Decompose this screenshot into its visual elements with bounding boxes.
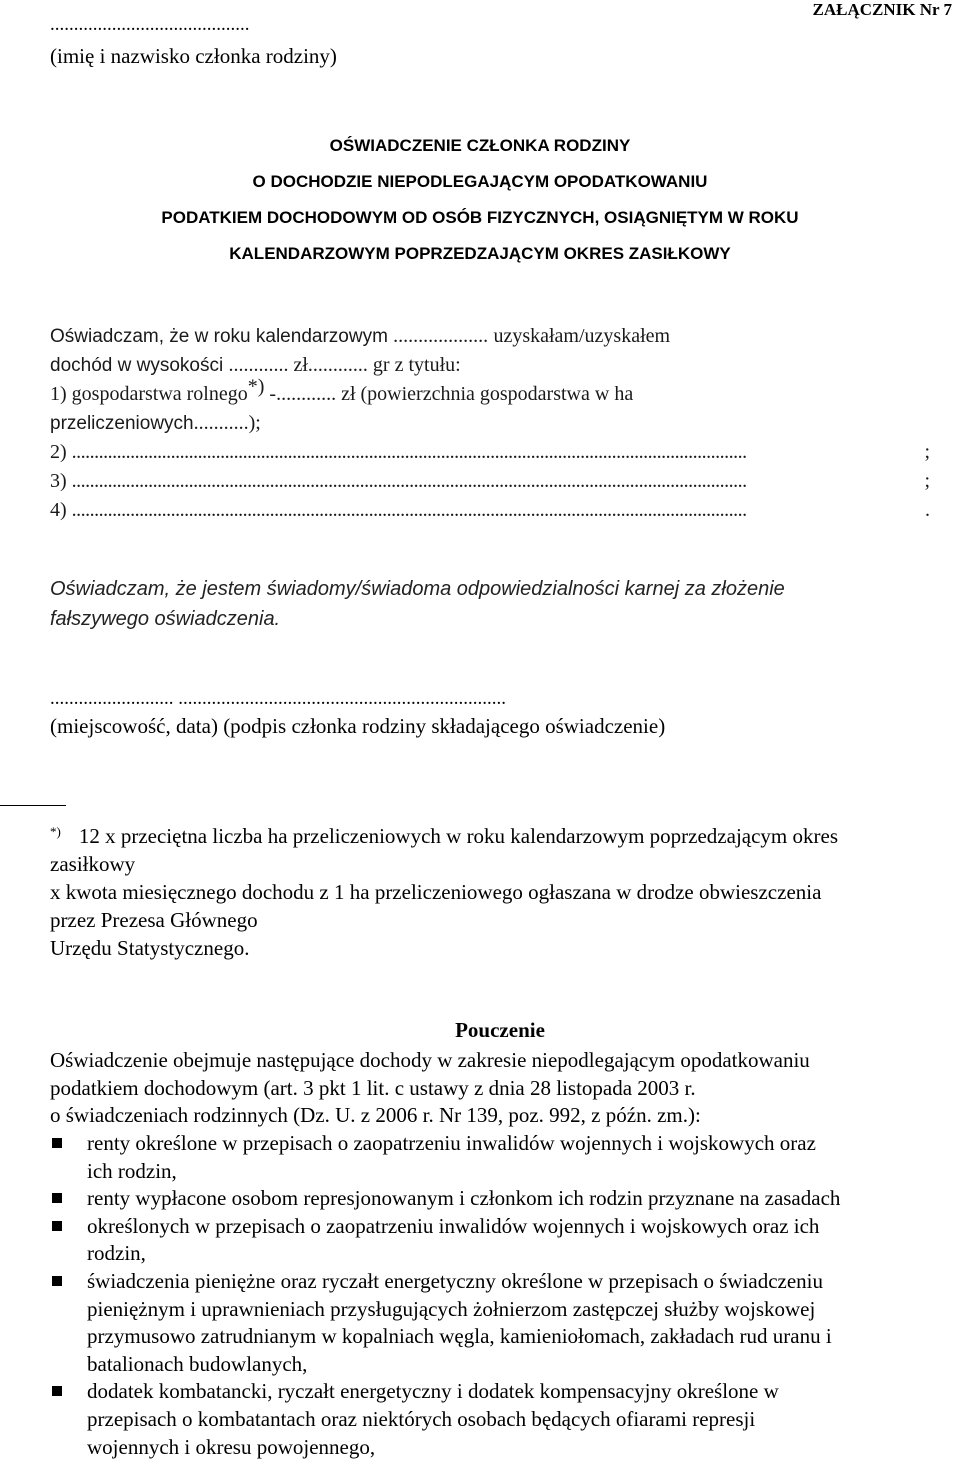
text: 1) gospodarstwa rolnego — [50, 383, 248, 405]
text: 12 x przeciętna liczba ha przeliczeniowych w roku kalendarzowym poprzedzającym okres — [78, 824, 838, 848]
text: przeliczeniowych — [50, 413, 194, 434]
list-item — [50, 1185, 955, 1213]
list-item-line: renty wypłacone osobom represjonowanym i członkom ich rodzin przyznane na zasadach — [87, 1186, 841, 1211]
fill-dots: ............ zł (powierzchnia gospodarstwa w ha — [276, 383, 634, 405]
text: ; — [924, 441, 930, 463]
pouczenie-line: Oświadczenie obejmuje następujące dochody w zakresie niepodlegającym opodatkowaniu — [50, 1048, 810, 1072]
footnote-line — [50, 822, 960, 850]
text: dochód w wysokości — [50, 355, 224, 376]
income-list — [50, 1130, 955, 1461]
pouczenie-intro — [50, 1047, 955, 1130]
item-number: 4) — [50, 499, 67, 521]
pouczenie-line: o świadczeniach rodzinnych (Dz. U. z 2006 r. Nr 139, poz. 992, z późn. zm.): — [50, 1103, 701, 1127]
square-bullet-icon — [52, 1386, 62, 1396]
fill-dots: ...................................................................................................................................................... — [71, 470, 747, 492]
text: Oświadczam, że w roku kalendarzowym — [50, 326, 388, 347]
square-bullet-icon — [52, 1276, 62, 1286]
footnote-line: x kwota miesięcznego dochodu z 1 ha przeliczeniowego ogłaszana w drodze obwieszczenia — [50, 880, 822, 904]
fill-dots: ...................................................................................................................................................... — [71, 441, 747, 463]
list-item-line: przymusowo zatrudnianym w kopalniach węgla, kamieniołomach, zakładach rud uranu i — [87, 1324, 832, 1349]
list-item-line: pieniężnym i uprawnieniach przysługujących żołnierzom zastępczej służby wojskowej — [87, 1296, 816, 1321]
title-line: KALENDARZOWYM POPRZEDZAJĄCYM OKRES ZASIŁKOWY — [229, 244, 731, 263]
title-line: O DOCHODZIE NIEPODLEGAJĄCYM OPODATKOWANIU — [252, 172, 708, 191]
list-item-line: ich rodzin, — [87, 1158, 177, 1183]
document-title — [0, 128, 960, 272]
declaration-line — [50, 351, 930, 380]
square-bullet-icon — [52, 1138, 62, 1148]
liability-line: Oświadczam, że jestem świadomy/świadoma odpowiedzialności karnej za złożenie — [50, 578, 785, 600]
item-number: 2) — [50, 441, 67, 463]
fill-dots: ................... — [393, 325, 489, 347]
square-bullet-icon — [52, 1193, 62, 1203]
declaration-line — [50, 375, 930, 409]
declaration-line — [50, 322, 930, 351]
list-item-line: batalionach budowlanych, — [87, 1351, 308, 1376]
footnote-separator — [0, 805, 66, 806]
list-item-line: rodzin, — [87, 1241, 146, 1266]
income-declaration — [50, 322, 930, 525]
text: uzyskałam/uzyskałem — [493, 325, 671, 347]
footnote-line: Urzędu Statystycznego. — [50, 936, 250, 960]
list-item — [50, 1130, 955, 1185]
name-field-label: (imię i nazwisko członka rodziny) — [50, 44, 337, 68]
fill-dots: ...........); — [193, 412, 261, 434]
signature-dots: .......................... ..................................................................... — [50, 688, 506, 709]
text: - — [264, 383, 277, 405]
declaration-line — [50, 438, 930, 467]
name-dots-line: .......................................... — [50, 14, 250, 35]
list-item — [50, 1213, 955, 1268]
footnote-ref: *) — [247, 375, 265, 398]
pouczenie-heading: Pouczenie — [455, 1018, 545, 1042]
footnote-line: zasiłkowy — [50, 852, 136, 876]
square-bullet-icon — [52, 1221, 62, 1231]
footnote — [50, 822, 960, 962]
liability-line: fałszywego oświadczenia. — [50, 608, 281, 630]
list-item-line: przepisach o kombatantach oraz niektórych osobach będących ofiarami represji — [87, 1406, 756, 1431]
text: ; — [924, 470, 930, 492]
item-number: 3) — [50, 470, 67, 492]
list-item-line: dodatek kombatancki, ryczałt energetyczny i dodatek kompensacyjny określone w — [87, 1379, 779, 1404]
fill-dots: ...................................................................................................................................................... — [71, 499, 747, 521]
list-item-line: określonych w przepisach o zaopatrzeniu inwalidów wojennych i wojskowych oraz ich — [87, 1213, 820, 1238]
fill-dots: ............ zł............ gr z tytułu: — [228, 354, 461, 376]
title-line: OŚWIADCZENIE CZŁONKA RODZINY — [329, 136, 631, 155]
list-item — [50, 1268, 955, 1378]
footnote-line: przez Prezesa Głównego — [50, 908, 258, 932]
text: . — [925, 499, 930, 521]
list-item-line: renty określone w przepisach o zaopatrzeniu inwalidów wojennych i wojskowych oraz — [87, 1131, 816, 1155]
pouczenie-line: podatkiem dochodowym (art. 3 pkt 1 lit. c ustawy z dnia 28 listopada 2003 r. — [50, 1075, 696, 1100]
declaration-line — [50, 409, 930, 438]
liability-statement — [50, 574, 930, 634]
declaration-line — [50, 467, 930, 496]
list-item — [50, 1378, 955, 1461]
signature-labels: (miejscowość, data) (podpis członka rodziny składającego oświadczenie) — [50, 714, 666, 738]
footnote-mark: *) — [50, 824, 61, 839]
list-item-line: świadczenia pieniężne oraz ryczałt energetyczny określone w przepisach o świadczeniu — [87, 1268, 824, 1293]
declaration-line — [50, 496, 930, 525]
annex-label: ZAŁĄCZNIK Nr 7 — [812, 0, 952, 19]
list-item-line: wojennych i okresu powojennego, — [87, 1434, 376, 1459]
title-line: PODATKIEM DOCHODOWYM OD OSÓB FIZYCZNYCH, OSIĄGNIĘTYM W ROKU — [161, 208, 799, 227]
